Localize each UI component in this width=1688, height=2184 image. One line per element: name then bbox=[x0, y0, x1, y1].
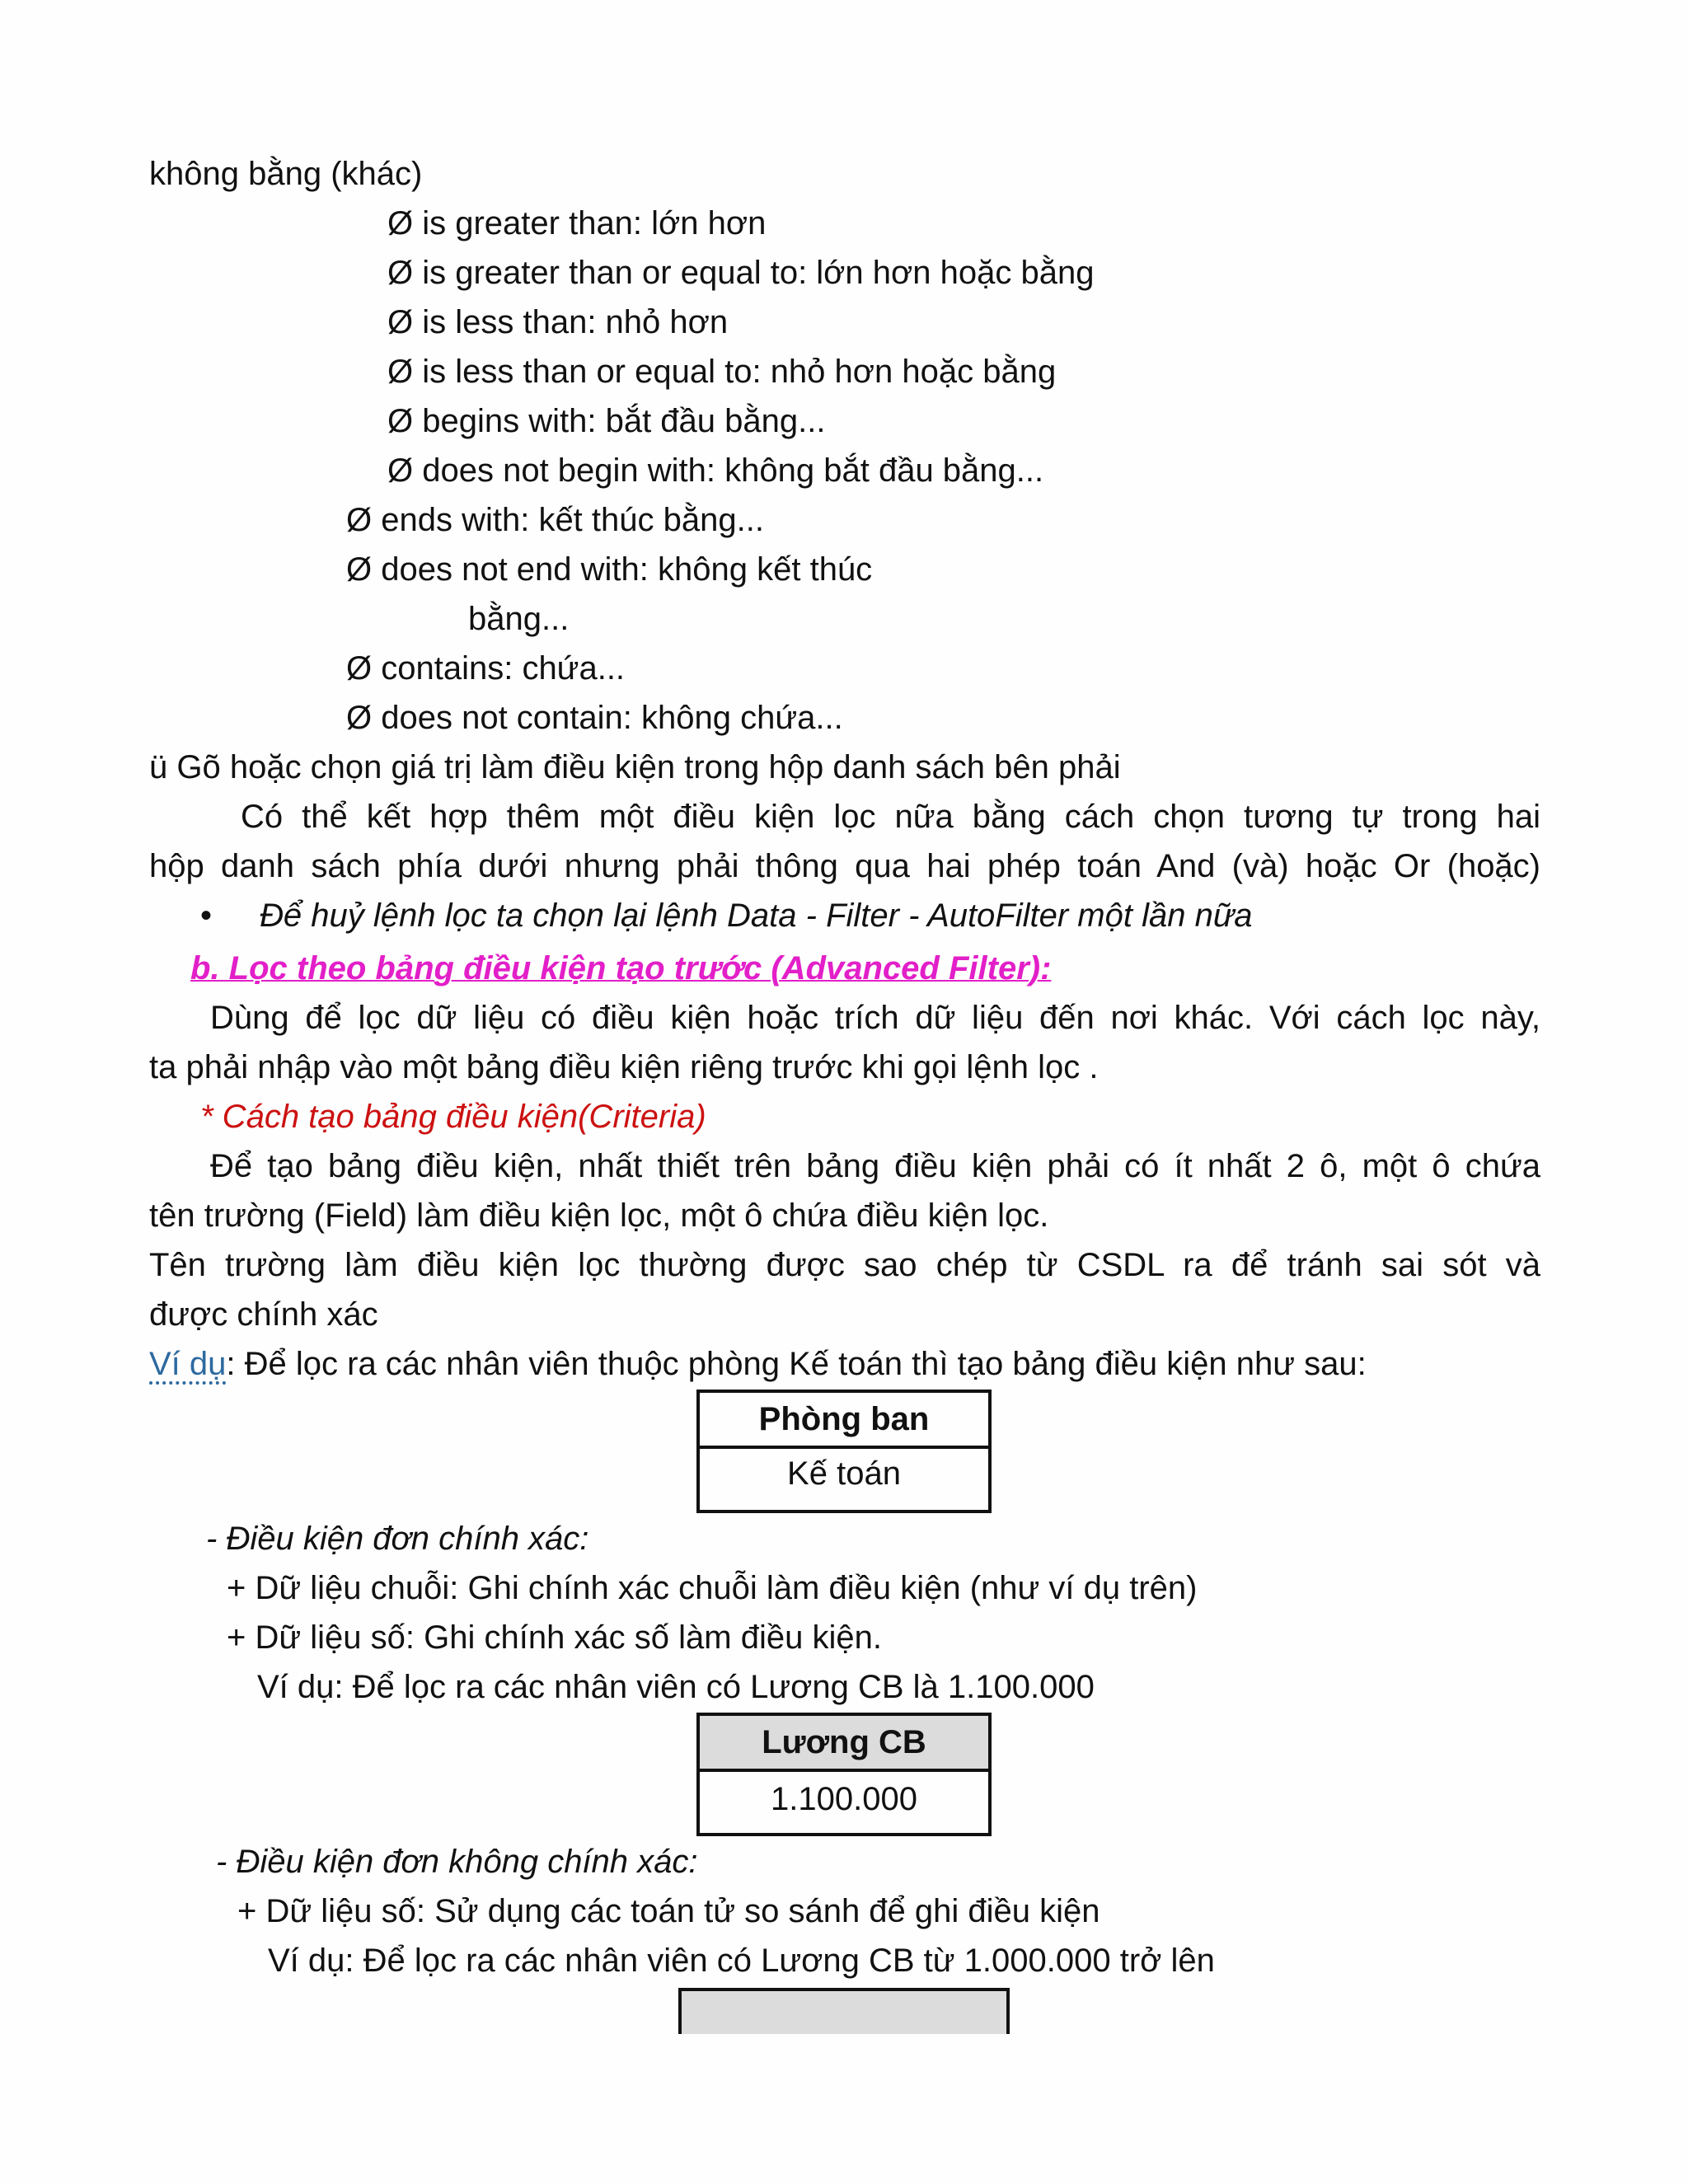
list-item: Ø contains: chứa... bbox=[346, 650, 626, 687]
list-item: Ø is greater than or equal to: lớn hơn hoặc bằng bbox=[387, 255, 1095, 291]
text-line: Ví dụ: Để lọc ra các nhân viên có Lương CB là 1.100.000 bbox=[257, 1669, 1095, 1705]
bullet: • bbox=[200, 898, 213, 934]
text-line: + Dữ liệu chuỗi: Ghi chính xác chuỗi làm điều kiện (như ví dụ trên) bbox=[227, 1570, 1198, 1606]
paragraph-line: ta phải nhập vào một bảng điều kiện riêng trước khi gọi lệnh lọc . bbox=[149, 1049, 1099, 1085]
table-header-cell: Phòng ban bbox=[700, 1393, 988, 1449]
paragraph-line: tên trường (Field) làm điều kiện lọc, một ô chứa điều kiện lọc. bbox=[149, 1197, 1049, 1234]
text-line: không bằng (khác) bbox=[149, 156, 423, 192]
paragraph-line: hộp danh sách phía dưới nhưng phải thông qua hai phép toán And (và) hoặc Or (hoặc) bbox=[149, 848, 1540, 884]
example-text: : Để lọc ra các nhân viên thuộc phòng Kế toán thì tạo bảng điều kiện như sau: bbox=[226, 1346, 1367, 1382]
list-item: Ø is less than or equal to: nhỏ hơn hoặc bằng bbox=[387, 354, 1057, 390]
table-value-cell: 1.100.000 bbox=[771, 1781, 917, 1817]
paragraph-line: Có thể kết hợp thêm một điều kiện lọc nữa bằng cách chọn tương tự trong hai bbox=[241, 799, 1540, 835]
list-item: Ø ends with: kết thúc bằng... bbox=[346, 502, 764, 538]
table-header-cell: Lương CB bbox=[700, 1716, 988, 1772]
paragraph-line: Dùng để lọc dữ liệu có điều kiện hoặc trích dữ liệu đến nơi khác. Với cách lọc này, bbox=[210, 1000, 1540, 1036]
paragraph-line: Để tạo bảng điều kiện, nhất thiết trên bảng điều kiện phải có ít nhất 2 ô, một ô chứa bbox=[210, 1148, 1540, 1184]
example-line bbox=[149, 1343, 1367, 1385]
text-line: ü Gõ hoặc chọn giá trị làm điều kiện trong hộp danh sách bên phải bbox=[149, 749, 1121, 785]
example-link[interactable]: Ví dụ bbox=[149, 1346, 227, 1382]
criteria-table-department bbox=[696, 1390, 992, 1513]
list-item: Ø is less than: nhỏ hơn bbox=[387, 304, 729, 340]
criteria-table-salary bbox=[696, 1713, 992, 1836]
list-item: Ø begins with: bắt đầu bằng... bbox=[387, 403, 826, 439]
list-item: Ø does not end with: không kết thúc bbox=[346, 551, 873, 588]
italic-note: Để huỷ lệnh lọc ta chọn lại lệnh Data - Filter - AutoFilter một lần nữa bbox=[260, 898, 1253, 934]
paragraph-line: Tên trường làm điều kiện lọc thường được sao chép từ CSDL ra để tránh sai sót và bbox=[149, 1247, 1540, 1283]
list-item: Ø does not contain: không chứa... bbox=[346, 700, 843, 736]
text-line: Ví dụ: Để lọc ra các nhân viên có Lương CB từ 1.000.000 trở lên bbox=[268, 1943, 1215, 1979]
list-item: Ø is greater than: lớn hơn bbox=[387, 205, 767, 241]
section-heading: b. Lọc theo bảng điều kiện tạo trước (Advanced Filter): bbox=[190, 950, 1052, 987]
text-line: + Dữ liệu số: Ghi chính xác số làm điều kiện. bbox=[227, 1619, 882, 1656]
criteria-table-partial bbox=[678, 1988, 1010, 2034]
paragraph-line: được chính xác bbox=[149, 1296, 378, 1333]
subsection-heading: * Cách tạo bảng điều kiện(Criteria) bbox=[200, 1099, 706, 1135]
table-value-cell: Kế toán bbox=[787, 1455, 901, 1492]
list-item: Ø does not begin with: không bắt đầu bằng... bbox=[387, 452, 1044, 489]
text-line: - Điều kiện đơn không chính xác: bbox=[216, 1844, 698, 1880]
text-line: - Điều kiện đơn chính xác: bbox=[206, 1521, 589, 1557]
text-line: + Dữ liệu số: Sử dụng các toán tử so sánh để ghi điều kiện bbox=[237, 1893, 1100, 1929]
list-item-continuation: bằng... bbox=[468, 601, 570, 637]
